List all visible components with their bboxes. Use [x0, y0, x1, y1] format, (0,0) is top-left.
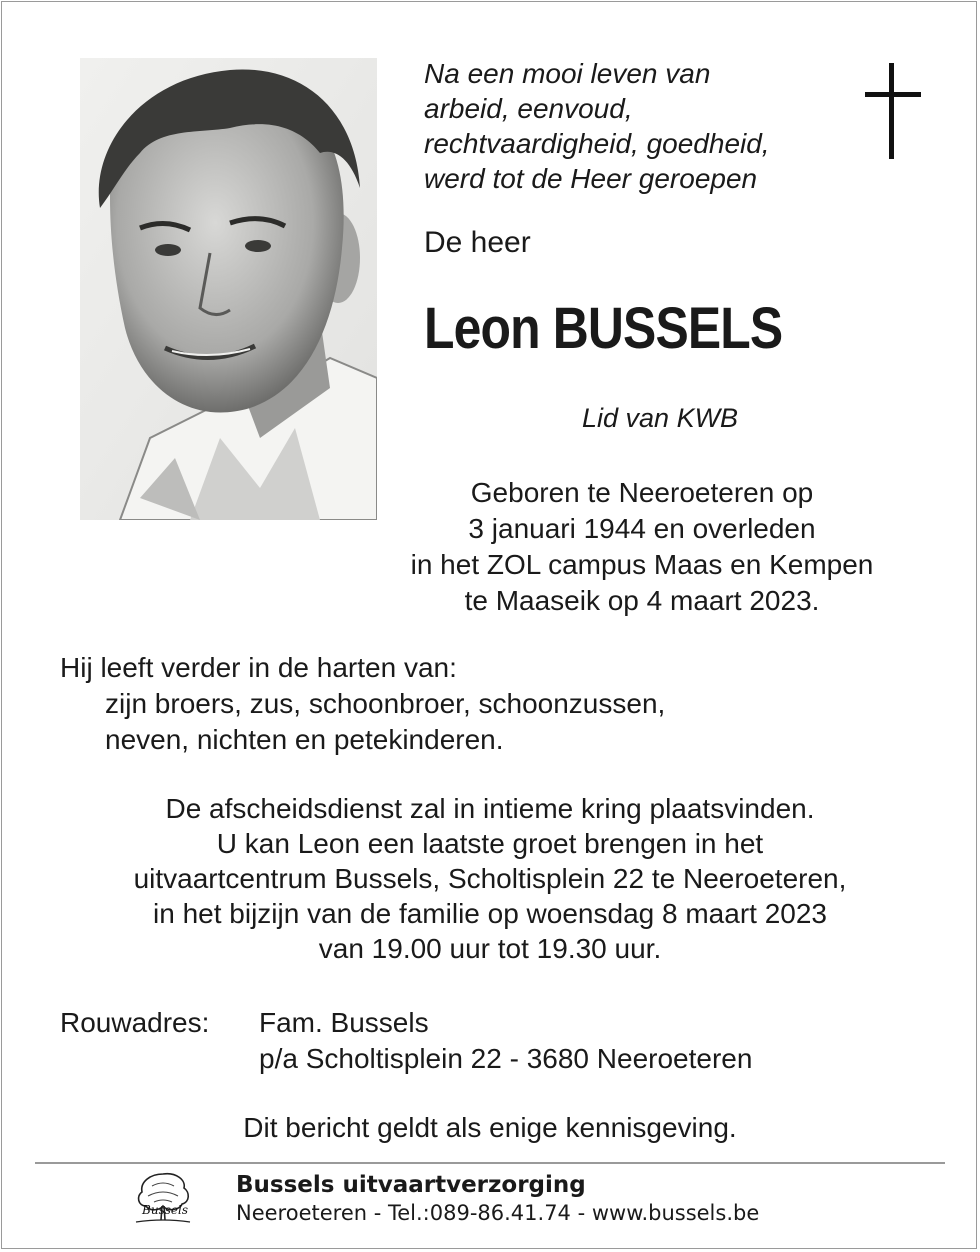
birth-death-line: Geboren te Neeroeteren op	[470, 477, 814, 508]
portrait-photo	[80, 58, 377, 520]
membership: Lid van KWB	[582, 403, 739, 433]
mourning-address-line: Fam. Bussels	[259, 1007, 429, 1038]
service-line: uitvaartcentrum Bussels, Scholtisplein 22 te Neeroeteren,	[133, 863, 847, 894]
service-text	[40, 791, 940, 966]
intro-line: werd tot de Heer geroepen	[424, 163, 758, 194]
survivors-heading: Hij leeft verder in de harten van:	[60, 652, 457, 683]
survivors-line: neven, nichten en petekinderen.	[105, 724, 504, 755]
title-prefix: De heer	[424, 226, 531, 259]
deceased-name: Leon BUSSELS	[424, 296, 783, 361]
intro-text	[424, 56, 844, 196]
footer-divider	[35, 1162, 945, 1164]
cross-icon	[863, 63, 923, 159]
birth-death-text	[370, 475, 914, 619]
birth-death-line: in het ZOL campus Maas en Kempen	[410, 549, 874, 580]
intro-line: rechtvaardigheid, goedheid,	[424, 128, 770, 159]
company-contact: Neeroeteren - Tel.:089-86.41.74 - www.bussels.be	[236, 1201, 760, 1225]
birth-death-line: 3 januari 1944 en overleden	[468, 513, 816, 544]
intro-line: arbeid, eenvoud,	[424, 93, 633, 124]
mourning-address-label: Rouwadres:	[60, 1007, 210, 1038]
svg-text:Bussels: Bussels	[142, 1203, 188, 1217]
notice-text: Dit bericht geldt als enige kennisgeving.	[243, 1112, 737, 1143]
service-line: U kan Leon een laatste groet brengen in het	[216, 828, 764, 859]
service-line: van 19.00 uur tot 19.30 uur.	[318, 933, 662, 964]
survivors-section	[60, 650, 665, 758]
birth-death-line: te Maaseik op 4 maart 2023.	[464, 585, 820, 616]
mourning-address-line: p/a Scholtisplein 22 - 3680 Neeroeteren	[259, 1043, 753, 1074]
company-name: Bussels uitvaartverzorging	[236, 1172, 586, 1198]
survivors-line: zijn broers, zus, schoonbroer, schoonzussen,	[105, 688, 666, 719]
service-line: De afscheidsdienst zal in intieme kring plaatsvinden.	[165, 793, 815, 824]
service-line: in het bijzijn van de familie op woensdag 8 maart 2023	[153, 898, 827, 929]
bussels-logo	[132, 1170, 194, 1226]
intro-line: Na een mooi leven van	[424, 58, 711, 89]
